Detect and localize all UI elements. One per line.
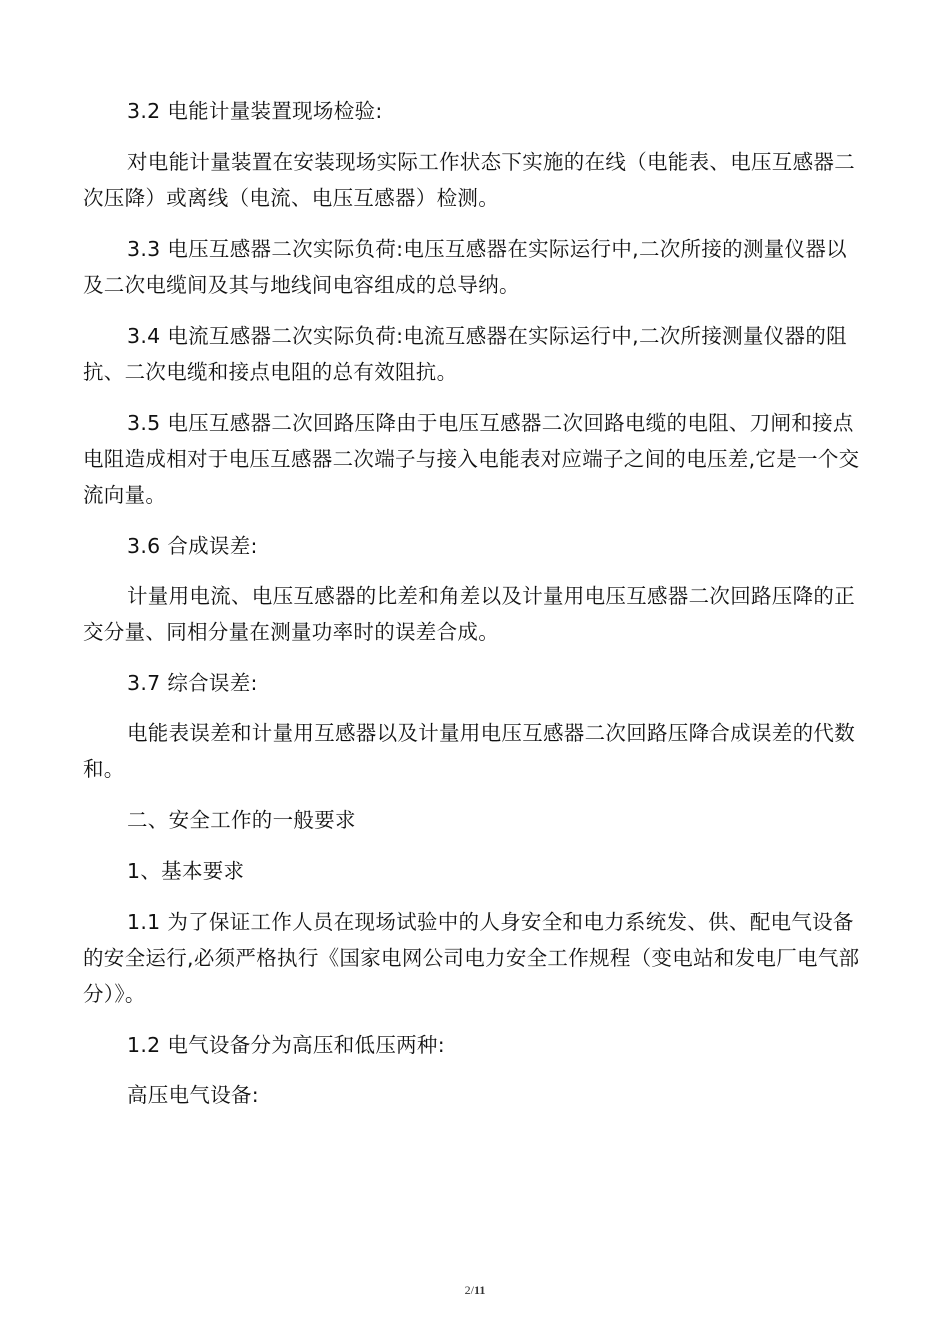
page-total: 11	[474, 1283, 486, 1297]
paragraph-3-3: 3.3 电压互感器二次实际负荷:电压互感器在实际运行中,二次所接的测量仪器以及二次电缆间及其与地线间电容组成的总导纳。	[83, 237, 847, 297]
paragraph-3-6-body: 计量用电流、电压互感器的比差和角差以及计量用电压互感器二次回路压降的正交分量、同相分量在测量功率时的误差合成。	[83, 584, 855, 644]
paragraph-3-7-heading: 3.7 综合误差:	[127, 671, 258, 695]
section-heading-safety: 二、安全工作的一般要求	[127, 808, 356, 832]
paragraph-3-4: 3.4 电流互感器二次实际负荷:电流互感器在实际运行中,二次所接测量仪器的阻抗、二次电缆和接点电阻的总有效阻抗。	[83, 324, 847, 384]
paragraph-1-1: 1.1 为了保证工作人员在现场试验中的人身安全和电力系统发、供、配电气设备的安全运行,必须严格执行《国家电网公司电力安全工作规程（变电站和发电厂电气部分）》。	[83, 910, 860, 1006]
paragraph-3-2-body: 对电能计量装置在安装现场实际工作状态下实施的在线（电能表、电压互感器二次压降）或离线（电流、电压互感器）检测。	[83, 150, 855, 210]
paragraph-3-6-heading: 3.6 合成误差:	[127, 534, 258, 558]
paragraph-3-5: 3.5 电压互感器二次回路压降由于电压互感器二次回路电缆的电阻、刀闸和接点电阻造成相对于电压互感器二次端子与接入电能表对应端子之间的电压差,它是一个交流向量。	[83, 411, 860, 507]
paragraph-3-7-body: 电能表误差和计量用互感器以及计量用电压互感器二次回路压降合成误差的代数和。	[83, 721, 855, 781]
paragraph-1-2: 1.2 电气设备分为高压和低压两种:	[127, 1033, 445, 1057]
subsection-heading-basic: 1、基本要求	[127, 859, 245, 883]
document-body	[83, 93, 866, 1113]
paragraph-high-voltage: 高压电气设备:	[127, 1083, 260, 1107]
page-number	[0, 1283, 950, 1298]
page-current: 2/	[464, 1283, 474, 1297]
paragraph-3-2-heading: 3.2 电能计量装置现场检验:	[127, 99, 383, 123]
